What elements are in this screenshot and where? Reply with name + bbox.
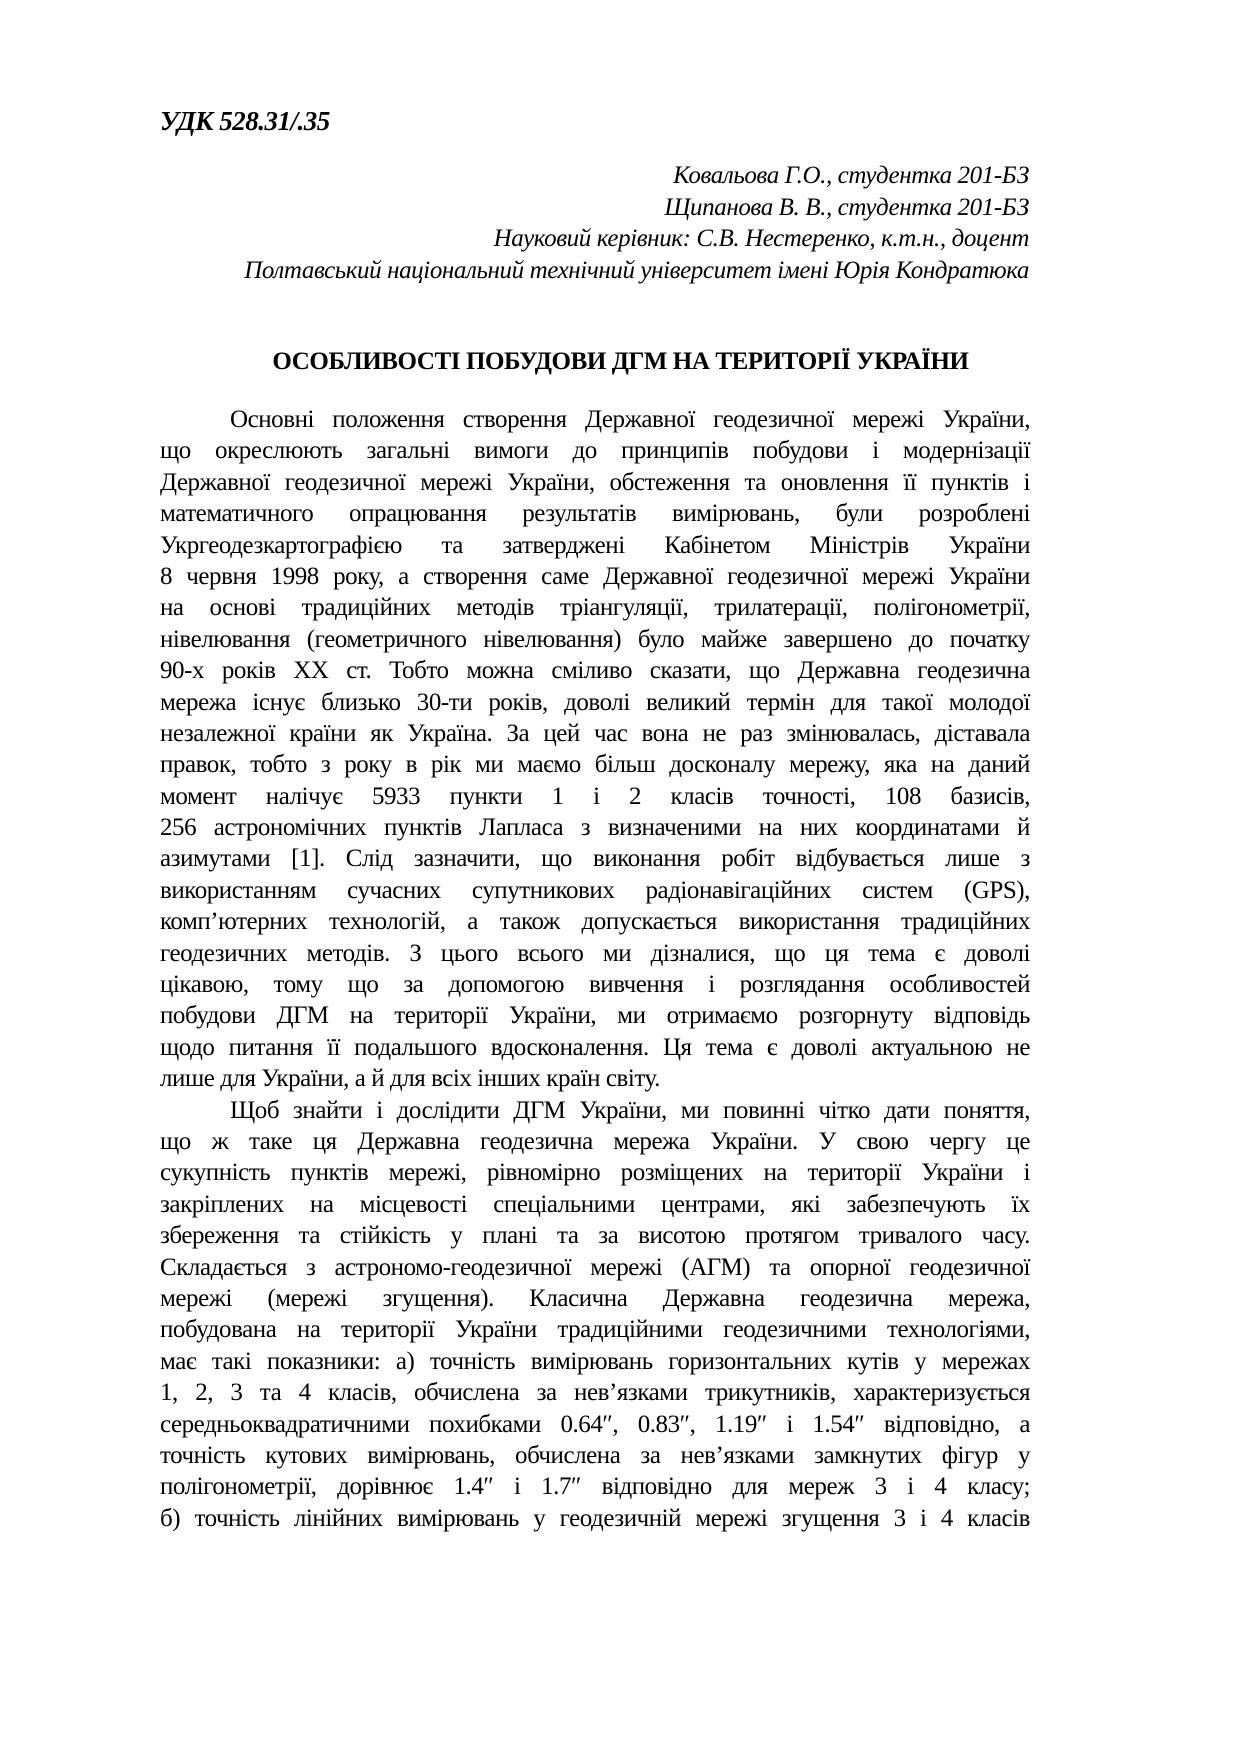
paragraph-2-line: сукупність пунктів мережі, рівномірно розміщених на території України і bbox=[160, 1159, 1030, 1187]
paragraph-2-line: побудована на території України традиційними геодезичними технологіями, bbox=[160, 1316, 1030, 1344]
paragraph-1-line: Укргеодезкартографією та затверджені Кабінетом Міністрів України bbox=[160, 531, 1030, 559]
paragraph-2-line: закріплених на місцевості спеціальними центрами, які забезпечують їх bbox=[160, 1190, 1030, 1218]
paragraph-1-line: щодо питання її подальшого вдосконалення. Ця тема є доволі актуальною не bbox=[160, 1033, 1030, 1061]
paragraph-2-line: збереження та стійкість у плані та за висотою протягом тривалого часу. bbox=[160, 1222, 1030, 1250]
paragraph-1-line: лише для України, а й для всіх інших країн світу. bbox=[160, 1065, 660, 1093]
paragraph-1-line: незалежної країни як Україна. За цей час вона не раз змінювалась, діставала bbox=[160, 719, 1030, 747]
paragraph-1-line: цікавою, тому що за допомогою вивчення і розглядання особливостей bbox=[160, 971, 1030, 999]
paragraph-2-line: точність кутових вимірювань, обчислена за нев’язками замкнутих фігур у bbox=[160, 1441, 1030, 1469]
paragraph-1-line: Державної геодезичної мережі України, обстеження та оновлення її пунктів і bbox=[160, 468, 1030, 496]
article-body bbox=[160, 404, 1030, 1534]
paragraph-1-line: азимутами [1]. Слід зазначити, що виконання робіт відбувається лише з bbox=[160, 845, 1030, 873]
paragraph-1-line: геодезичних методів. З цього всього ми дізналися, що ця тема є доволі bbox=[160, 939, 1030, 967]
paragraph-1-line: Основні положення створення Державної геодезичної мережі України, bbox=[230, 406, 1030, 433]
paragraph-2-line: 1, 2, 3 та 4 класів, обчислена за нев’язками трикутників, характеризується bbox=[160, 1379, 1030, 1407]
paragraph-1-line: правок, тобто з року в рік ми маємо більш досконалу мережу, яка на даний bbox=[160, 751, 1030, 779]
paragraph-1-line: побудови ДГМ на території України, ми отримаємо розгорнуту відповідь bbox=[160, 1002, 1030, 1030]
article-title: ОСОБЛИВОСТІ ПОБУДОВИ ДГМ НА ТЕРИТОРІЇ УКРАЇНИ bbox=[272, 348, 969, 375]
paragraph-1-line: комп’ютерних технологій, а також допускається використання традиційних bbox=[160, 908, 1030, 936]
paragraph-1-line: що окреслюють загальні вимоги до принципів побудови і модернізації bbox=[160, 437, 1030, 465]
paragraph-2-line: середньоквадратичними похибками 0.64″, 0.83″, 1.19″ і 1.54″ відповідно, а bbox=[160, 1410, 1030, 1438]
paragraph-2-line: б) точність лінійних вимірювань у геодезичній мережі згущення 3 і 4 класів bbox=[160, 1504, 1030, 1532]
author-2: Щипанова В. В., студентка 201-БЗ bbox=[664, 193, 1029, 221]
author-1: Ковальова Г.О., студентка 201-БЗ bbox=[673, 162, 1029, 189]
author-block bbox=[244, 160, 1029, 286]
paragraph-2-line: Щоб знайти і дослідити ДГМ України, ми повинні чітко дати поняття, bbox=[230, 1096, 1030, 1124]
udc-code: УДК 528.31/.35 bbox=[160, 106, 330, 136]
paragraph-1-line: 256 астрономічних пунктів Лапласа з визначеними на них координатами й bbox=[160, 814, 1030, 842]
supervisor: Науковий керівник: С.В. Нестеренко, к.т.н., доцент bbox=[493, 225, 1029, 252]
paragraph-2-line: полігонометрії, дорівнює 1.4″ і 1.7″ відповідно для мереж 3 і 4 класу; bbox=[160, 1473, 1030, 1501]
paragraph-2-line: Складається з астрономо-геодезичної мережі (АГМ) та опорної геодезичної bbox=[160, 1253, 1030, 1281]
paragraph-1-line: математичного опрацювання результатів вимірювань, були розроблені bbox=[160, 500, 1030, 528]
paragraph-1-line: мережа існує близько 30-ти років, доволі великий термін для такої молодої bbox=[160, 688, 1030, 716]
paragraph-1-line: 8 червня 1998 року, а створення саме Державної геодезичної мережі України bbox=[160, 562, 1030, 590]
paragraph-2-line: що ж таке ця Державна геодезична мережа України. У свою чергу це bbox=[160, 1127, 1030, 1155]
paragraph-1-line: нівелювання (геометричного нівелювання) було майже завершено до початку bbox=[160, 625, 1030, 653]
paragraph-1-line: використанням сучасних супутникових радіонавігаційних систем (GPS), bbox=[160, 876, 1030, 904]
paragraph-1-line: 90-х років XX ст. Тобто можна сміливо сказати, що Державна геодезична bbox=[160, 657, 1030, 685]
paragraph-1-line: на основі традиційних методів тріангуляції, трилатерації, полігонометрії, bbox=[160, 594, 1030, 622]
paragraph-1-line: момент налічує 5933 пункти 1 і 2 класів точності, 108 базисів, bbox=[160, 782, 1030, 810]
paragraph-2-line: має такі показники: а) точність вимірювань горизонтальних кутів у мережах bbox=[160, 1347, 1030, 1375]
paragraph-2-line: мережі (мережі згущення). Класична Державна геодезична мережа, bbox=[160, 1284, 1030, 1312]
university: Полтавський національний технічний університет імені Юрія Кондратюка bbox=[244, 256, 1029, 284]
